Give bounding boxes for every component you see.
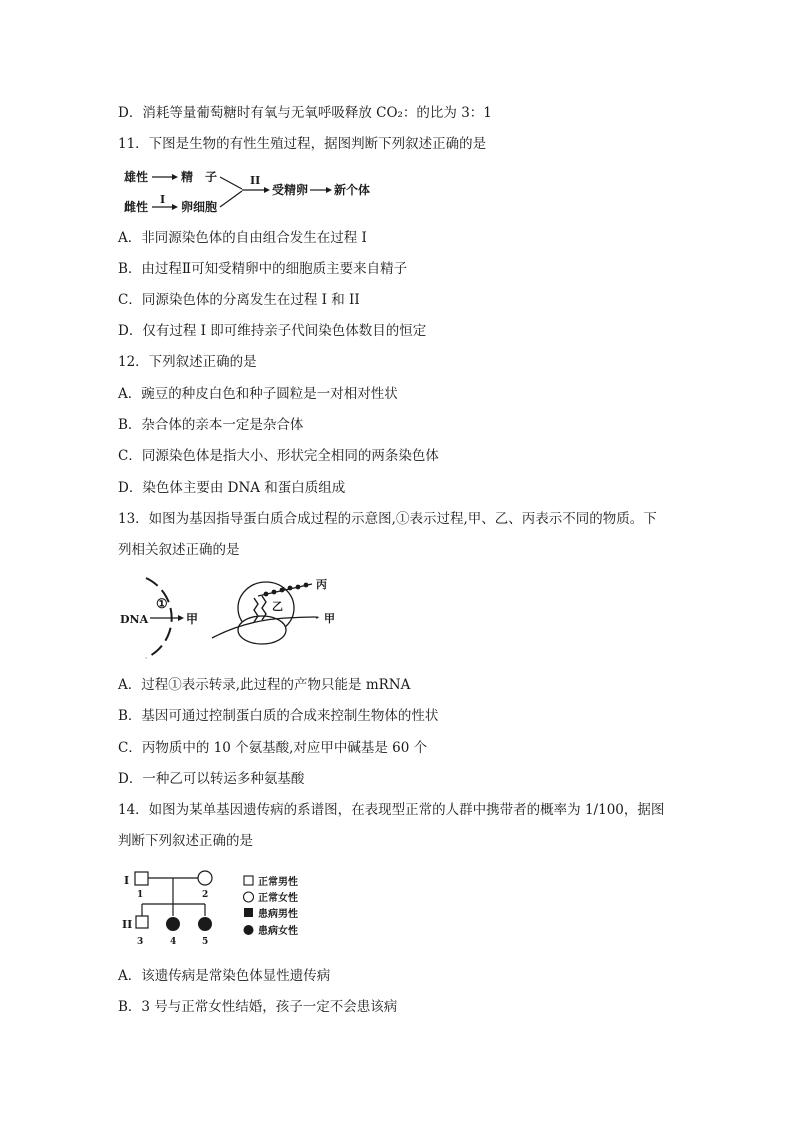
individual-5-affected-female [198,917,212,931]
q13-stem-line1: 13．如图为基因指导蛋白质合成过程的示意图,①表示过程,甲、乙、丙表示不同的物质。下 [118,511,657,527]
protein-synthesis-diagram [116,572,356,664]
individual-5-number: 5 [202,937,209,947]
q14-stem-line1: 14．如图为某单基因遗传病的系谱图，在表现型正常的人群中携带者的概率为 1/100，据图 [118,802,665,818]
jia-label: 甲 [186,612,199,626]
q11-option-b: B．由过程Ⅱ可知受精卵中的细胞质主要来自精子 [118,261,408,277]
q13-option-d: D．一种乙可以转运多种氨基酸 [118,771,305,787]
q12-stem: 12．下列叙述正确的是 [118,354,257,370]
q11-option-c: C．同源染色体的分离发生在过程 I 和 II [118,292,360,308]
bing-label: 丙 [316,578,327,591]
egg-label: 卵细胞 [181,200,218,214]
individual-3-number: 3 [137,937,144,947]
individual-1-normal-male [135,872,148,885]
reproduction-diagram [124,164,384,220]
individual-2-number: 2 [202,890,209,900]
q12-option-a: A．豌豆的种皮白色和种子圆粒是一对相对性状 [118,386,398,402]
legend-affected-female-symbol [244,925,254,935]
legend-normal-male-symbol [244,876,253,885]
q14-option-a: A．该遗传病是常染色体显性遗传病 [118,968,331,984]
pedigree-chart [120,862,330,950]
q13-option-c: C．丙物质中的 10 个氨基酸,对应甲中碱基是 60 个 [118,740,428,756]
q13-option-b: B．基因可通过控制蛋白质的合成来控制生物体的性状 [118,708,439,724]
male-label: 雄性 [124,170,149,184]
q12-option-b: B．杂合体的亲本一定是杂合体 [118,417,304,433]
q13-stem-line2: 列相关叙述正确的是 [118,542,240,558]
individual-3-normal-male [136,916,148,928]
jia-label-right: 甲 [324,612,335,625]
legend-normal-male: 正常男性 [258,877,298,888]
process-one-label: ① [156,597,168,612]
q11-stem: 11．下图是生物的有性生殖过程，据图判断下列叙述正确的是 [118,136,487,152]
generation-two-label: II [122,918,133,931]
q11-option-d: D．仅有过程 I 即可维持亲子代间染色体数目的恒定 [118,323,427,339]
q14-stem-line2: 判断下列叙述正确的是 [118,833,253,849]
individual-4-affected-female [166,917,180,931]
process-one-label: I [160,193,166,206]
process-two-label: II [250,174,261,187]
q13-option-a: A．过程①表示转录,此过程的产物只能是 mRNA [118,677,411,693]
q12-option-c: C．同源染色体是指大小、形状完全相同的两条染色体 [118,448,439,464]
individual-2-normal-female [198,871,212,885]
generation-one-label: I [124,874,130,887]
legend-affected-female: 患病女性 [258,926,298,937]
individual-1-number: 1 [137,890,144,900]
q12-option-d: D．染色体主要由 DNA 和蛋白质组成 [118,480,346,496]
legend-affected-male: 患病男性 [258,909,298,920]
dna-label: DNA [120,613,149,626]
yi-label: 乙 [272,600,283,613]
offspring-label: 新个体 [334,183,371,197]
legend-affected-male-symbol [244,908,253,917]
q10-option-d: D．消耗等量葡萄糖时有氧与无氧呼吸释放 CO₂：的比为 3：1 [118,105,492,121]
q11-option-a: A．非同源染色体的自由组合发生在过程 I [118,230,367,246]
q14-option-b: B．3 号与正常女性结婚，孩子一定不会患该病 [118,999,398,1015]
sperm-label: 精 子 [181,170,218,184]
individual-4-number: 4 [170,937,177,947]
legend-normal-female: 正常女性 [258,893,298,904]
legend-normal-female-symbol [244,892,254,902]
female-label: 雌性 [124,200,149,214]
zygote-label: 受精卵 [272,183,309,197]
